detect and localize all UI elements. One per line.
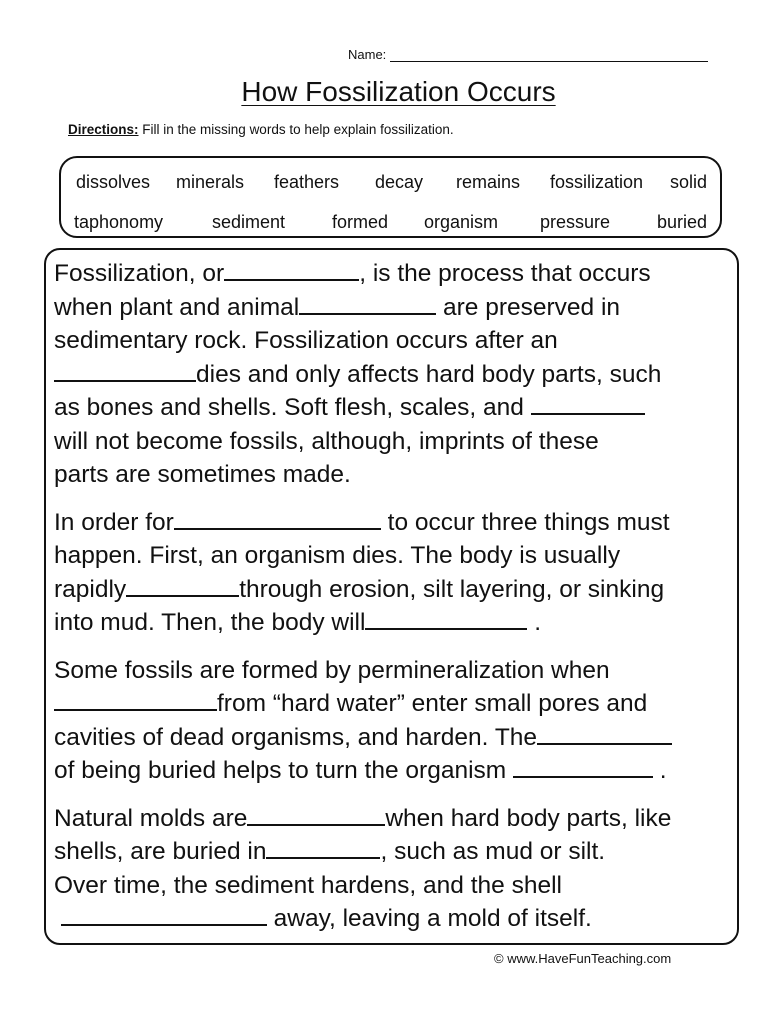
answer-blank[interactable] [531, 393, 645, 415]
word-bank-item: sediment [212, 212, 286, 232]
passage-text: when plant and animal [54, 293, 300, 321]
passage-text: to occur three things must [380, 508, 670, 536]
passage-text: away, leaving a mold of itself. [266, 905, 592, 932]
name-blank[interactable] [390, 48, 708, 62]
passage-text: into mud. Then, the body will [54, 609, 366, 636]
answer-blank[interactable] [54, 689, 217, 711]
passage-text: . [527, 609, 542, 636]
name-field [348, 47, 708, 62]
paragraph-3 [54, 654, 731, 788]
passage-text: of being buried helps to turn the organism [54, 757, 507, 784]
copyright-footer: © www.HaveFunTeaching.com [494, 951, 672, 966]
passage-box [44, 248, 739, 945]
word-bank-item: feathers [274, 172, 340, 192]
name-label: Name: [348, 47, 387, 62]
answer-blank[interactable] [54, 360, 196, 382]
passage-text: are preserved in [436, 293, 621, 321]
answer-blank[interactable] [537, 723, 672, 745]
word-bank [59, 156, 722, 238]
word-bank-item: taphonomy [74, 212, 164, 232]
answer-blank[interactable] [266, 837, 380, 859]
passage-text: . [653, 757, 667, 784]
directions-label: Directions: [68, 122, 139, 137]
worksheet-title: How Fossilization Occurs [241, 76, 556, 107]
passage-text: sedimentary rock. Fossilization occurs after an [54, 327, 558, 354]
answer-blank[interactable] [126, 575, 239, 597]
paragraph-2 [54, 506, 731, 640]
passage-text: shells, are buried in [54, 838, 267, 865]
answer-blank[interactable] [61, 904, 267, 926]
passage-text: when hard body parts, like [385, 804, 672, 832]
paragraph-1 [54, 257, 731, 492]
passage-text: dies and only affects hard body parts, such [196, 360, 662, 388]
passage-text: rapidly [54, 575, 127, 603]
passage-text: Natural molds are [54, 804, 248, 832]
answer-blank[interactable] [174, 508, 381, 530]
passage-text: from “hard water” enter small pores and [217, 690, 648, 717]
passage-text: will not become fossils, although, imprints of these [54, 427, 599, 455]
word-bank-item: dissolves [76, 172, 151, 192]
word-bank-item: minerals [176, 172, 245, 192]
passage-text: parts are sometimes made. [54, 461, 351, 488]
passage-text: Some fossils are formed by permineralization when [54, 656, 610, 684]
word-bank-item: buried [657, 212, 708, 232]
answer-blank[interactable] [299, 293, 436, 315]
word-bank-item: organism [424, 212, 499, 232]
word-bank-item: formed [332, 212, 389, 232]
word-bank-item: pressure [540, 212, 611, 232]
word-bank-item: remains [456, 172, 521, 192]
directions [68, 122, 454, 137]
passage-text: Fossilization, or [54, 260, 225, 287]
answer-blank[interactable] [513, 756, 653, 778]
passage-text: In order for [54, 508, 174, 536]
passage-text: happen. First, an organism dies. The body is usually [54, 542, 621, 569]
word-bank-item: decay [375, 172, 424, 192]
passage-text: cavities of dead organisms, and harden. The [54, 723, 538, 751]
passage-text: , is the process that occurs [359, 260, 651, 287]
word-bank-item: fossilization [550, 172, 644, 192]
passage-text: , such as mud or silt. [380, 838, 606, 865]
word-bank-item: solid [670, 172, 708, 192]
answer-blank[interactable] [365, 608, 527, 630]
answer-blank[interactable] [224, 259, 359, 281]
passage-text: as bones and shells. Soft flesh, scales, and [54, 394, 524, 421]
passage-text: Over time, the sediment hardens, and the shell [54, 871, 562, 899]
answer-blank[interactable] [247, 804, 385, 826]
paragraph-4 [54, 802, 731, 936]
directions-text: Fill in the missing words to help explain fossilization. [142, 122, 454, 137]
passage-text: through erosion, silt layering, or sinking [239, 575, 665, 603]
